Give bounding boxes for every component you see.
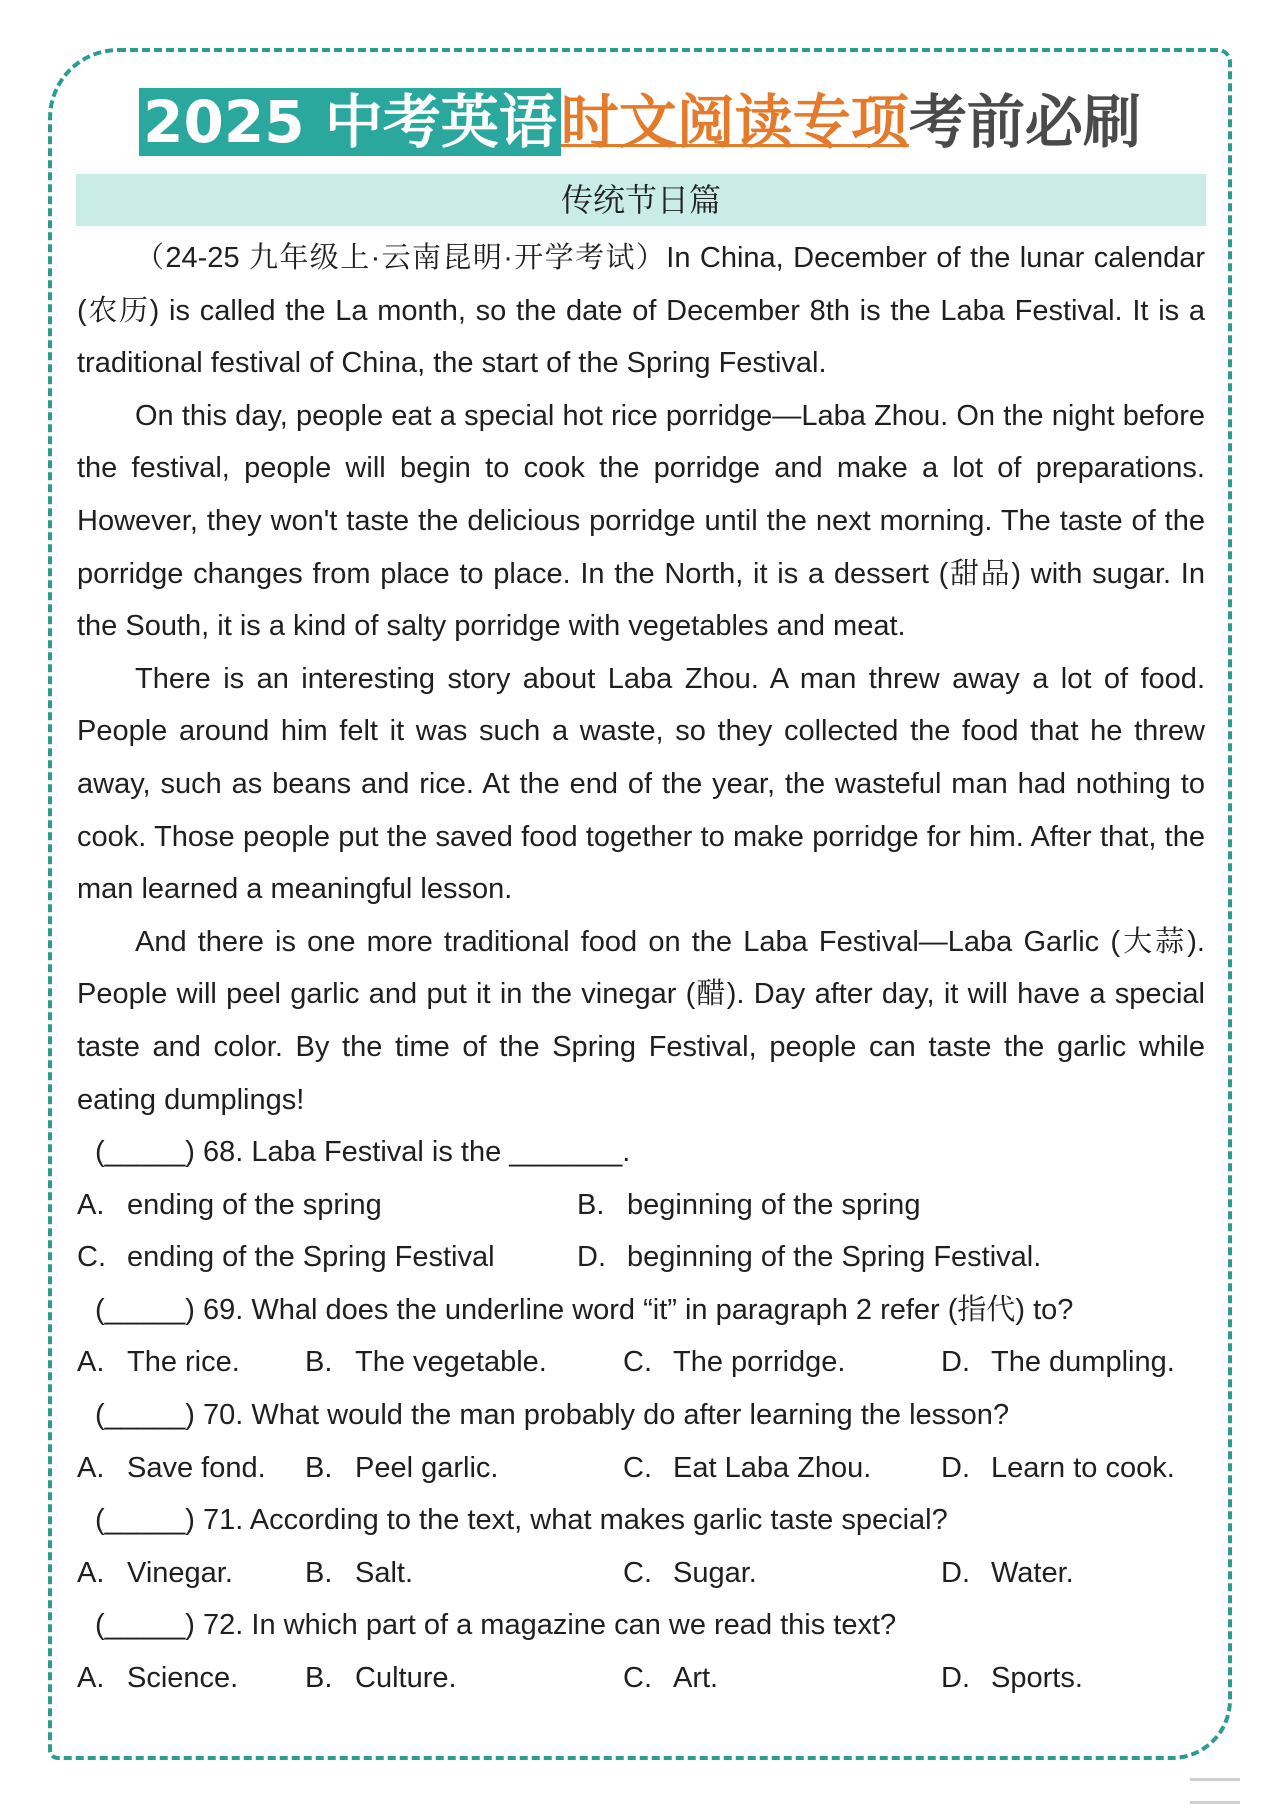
option-letter: B. [305,1451,333,1484]
option-text: Vinegar. [127,1556,233,1589]
option-text: The vegetable. [355,1346,547,1379]
passage-paragraph-2: On this day, people eat a special hot rice porridge—Laba Zhou. On the night before the festival, people will begin to cook the porridge and make a lot of preparations. However, they won't taste the delicious porridge until the next morning. The taste of the porridge changes from place to place. In the North, it is a dessert (甜品) with sugar. In the South, it is a kind of salty porridge with vegetables and meat. [77,399,1205,643]
option-text: The porridge. [673,1346,846,1379]
question-72-option-b[interactable] [305,1652,623,1705]
option-letter: D. [941,1662,970,1695]
question-70-option-a[interactable] [77,1442,305,1495]
option-letter: A. [77,1188,105,1221]
option-letter: B. [305,1346,333,1379]
option-letter: B. [577,1188,605,1221]
option-text: Sugar. [673,1556,757,1589]
question-69-option-b[interactable] [305,1336,623,1389]
question-70-option-c[interactable] [623,1442,941,1495]
reading-content [77,232,1205,1705]
option-text: Eat Laba Zhou. [673,1451,872,1484]
option-text: Culture. [355,1662,457,1695]
question-69-option-a[interactable] [77,1336,305,1389]
question-69-option-d[interactable] [941,1336,1175,1389]
question-72-option-a[interactable] [77,1652,305,1705]
watermark-lines-icon [1190,1778,1240,1804]
question-72-option-c[interactable] [623,1652,941,1705]
question-68-option-b[interactable] [577,1179,1077,1232]
option-text: beginning of the Spring Festival. [627,1241,1042,1274]
question-71-option-c[interactable] [623,1547,941,1600]
question-71-option-a[interactable] [77,1547,305,1600]
option-text: ending of the spring [127,1188,382,1221]
option-letter: C. [623,1346,652,1379]
option-text: Art. [673,1662,719,1695]
question-70-option-d[interactable] [941,1442,1175,1495]
question-68-option-c[interactable] [77,1231,577,1284]
question-68-options-row-2 [77,1231,1205,1284]
option-letter: D. [941,1346,970,1379]
option-text: The rice. [127,1346,240,1379]
title-part-topic: 时文阅读专项 [560,88,909,156]
option-text: Sports. [991,1662,1083,1695]
option-text: Water. [991,1556,1074,1589]
question-68-option-a[interactable] [77,1179,577,1232]
option-text: Salt. [355,1556,414,1589]
option-letter: D. [577,1241,606,1274]
question-68-option-d[interactable] [577,1231,1077,1284]
option-letter: A. [77,1556,105,1589]
option-letter: B. [305,1556,333,1589]
option-text: beginning of the spring [627,1188,921,1221]
option-text: ending of the Spring Festival [127,1241,495,1274]
question-71-stem: (_____) 71. According to the text, what makes garlic taste special? [95,1504,948,1537]
option-letter: C. [623,1662,652,1695]
option-letter: A. [77,1346,105,1379]
question-68-options-row-1 [77,1179,1205,1232]
option-text: Peel garlic. [355,1451,499,1484]
title-part-year-subject: 2025 中考英语 [139,88,561,156]
option-letter: D. [941,1556,970,1589]
option-letter: C. [77,1241,106,1274]
question-70-stem: (_____) 70. What would the man probably do after learning the lesson? [95,1399,1010,1432]
page-title [0,84,1280,160]
option-text: Save fond. [127,1451,266,1484]
section-subtitle: 传统节日篇 [76,174,1206,226]
option-letter: B. [305,1662,333,1695]
question-70-options [77,1442,1205,1495]
question-68-stem: (_____) 68. Laba Festival is the _______. [95,1136,631,1169]
question-71-options [77,1547,1205,1600]
question-72-options [77,1652,1205,1705]
question-72-option-d[interactable] [941,1652,1083,1705]
question-70-option-b[interactable] [305,1442,623,1495]
question-69-stem: (_____) 69. Whal does the underline word “it” in paragraph 2 refer (指代) to? [95,1293,1074,1326]
option-letter: D. [941,1451,970,1484]
option-letter: A. [77,1662,105,1695]
option-text: The dumpling. [991,1346,1175,1379]
question-69-options [77,1336,1205,1389]
title-part-suffix: 考前必刷 [908,88,1141,156]
option-text: Learn to cook. [991,1451,1175,1484]
question-71-option-b[interactable] [305,1547,623,1600]
option-letter: C. [623,1556,652,1589]
question-71-option-d[interactable] [941,1547,1074,1600]
question-72-stem: (_____) 72. In which part of a magazine can we read this text? [95,1609,897,1642]
option-letter: A. [77,1451,105,1484]
passage-paragraph-1: （24-25 九年级上·云南昆明·开学考试）In China, December of the lunar calendar (农历) is called the La month, so the date of December 8th is the Laba Festival. It is a traditional festival of China, the start of the Spring Festival. [77,242,1205,380]
option-text: Science. [127,1662,239,1695]
passage-paragraph-4: And there is one more traditional food on the Laba Festival—Laba Garlic (大蒜). People will peel garlic and put it in the vinegar (醋). Day after day, it will have a special taste and color. By the time of the Spring Festival, people can taste the garlic while eating dumplings! [77,925,1205,1116]
question-69-option-c[interactable] [623,1336,941,1389]
passage-paragraph-3: There is an interesting story about Laba Zhou. A man threw away a lot of food. People around him felt it was such a waste, so they collected the food that he threw away, such as beans and rice. At the end of the year, the wasteful man had nothing to cook. Those people put the saved food together to make porridge for him. After that, the man learned a meaningful lesson. [77,662,1205,906]
option-letter: C. [623,1451,652,1484]
